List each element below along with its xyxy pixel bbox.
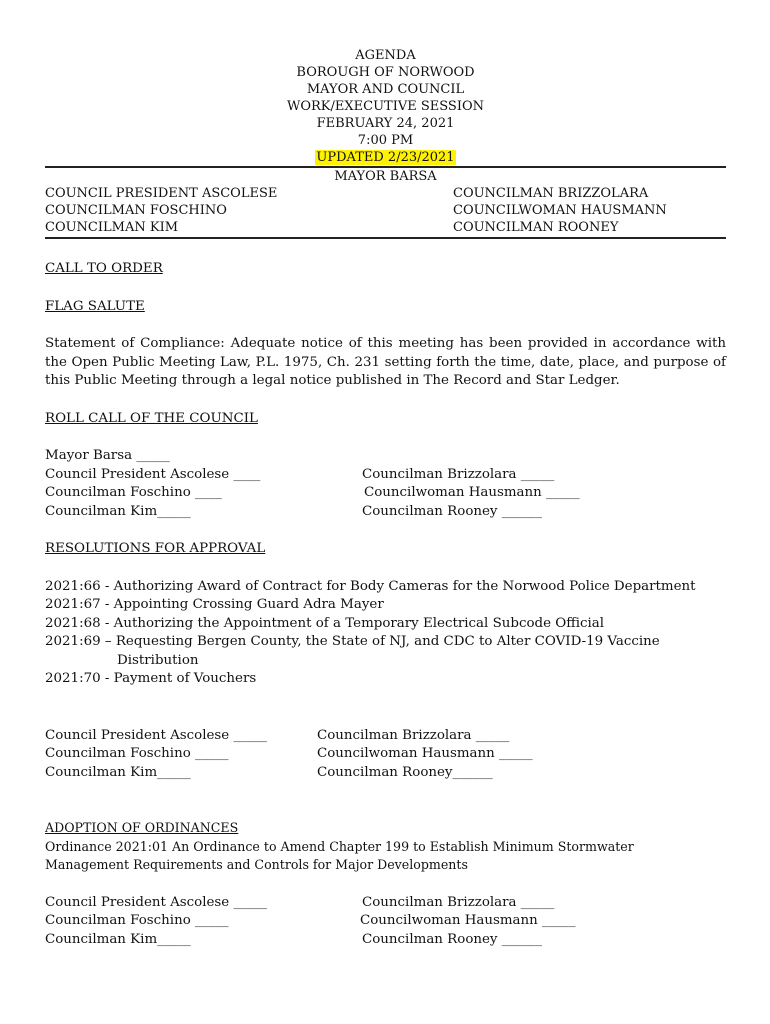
council-members xyxy=(45,185,726,236)
header-line: WORK/EXECUTIVE SESSION xyxy=(287,99,484,114)
mayor-name: MAYOR BARSA xyxy=(334,169,437,184)
resolution-item: 2021:69 – Requesting Bergen County, the State of NJ, and CDC to Alter COVID-19 Vaccine xyxy=(45,634,660,649)
roll-call-entry: Councilman Rooney ______ xyxy=(362,503,542,519)
agenda-page xyxy=(45,47,726,949)
resolutions-list xyxy=(45,578,726,689)
agenda-header xyxy=(45,47,726,166)
council-member: COUNCIL PRESIDENT ASCOLESE xyxy=(45,186,278,201)
roll-call-entry: Councilwoman Hausmann _____ xyxy=(364,485,580,500)
roll-call-mayor: Mayor Barsa _____ xyxy=(45,448,170,463)
roll-call-entry: Councilman Foschino ____ xyxy=(45,485,222,500)
header-line: MAYOR AND COUNCIL xyxy=(306,82,465,97)
ordinance-line: Ordinance 2021:01 An Ordinance to Amend Chapter 199 to Establish Minimum Stormwater xyxy=(45,838,634,854)
council-member: COUNCILMAN ROONEY xyxy=(453,220,619,235)
divider xyxy=(45,237,726,239)
roll-call-entry: Councilman Kim_____ xyxy=(45,503,191,519)
section-roll-call: ROLL CALL OF THE COUNCIL xyxy=(45,410,258,426)
resolution-item-continued: Distribution xyxy=(117,652,199,668)
vote-entry: Councilman Foschino _____ xyxy=(45,913,229,928)
roll-call-entry: Council President Ascolese ____ xyxy=(45,466,261,482)
header-line: BOROUGH OF NORWOOD xyxy=(296,65,475,80)
resolution-item: 2021:68 - Authorizing the Appointment of a Temporary Electrical Subcode Official xyxy=(45,615,605,631)
vote-entry: Councilman Kim_____ xyxy=(45,931,191,947)
vote-entry: Council President Ascolese _____ xyxy=(45,727,267,743)
statement-of-compliance: Statement of Compliance: Adequate notice of this meeting has been provided in accordance with the Open Public Meeting Law, P.L. 1975, Ch. 231 setting forth the time, date, place, and purpose of this Public Meeting through a legal notice published in The Record and Star Ledger. xyxy=(45,336,726,388)
council-member: COUNCILMAN KIM xyxy=(45,220,179,235)
vote-entry: Councilman Foschino _____ xyxy=(45,746,229,761)
roll-call-entry: Councilman Brizzolara _____ xyxy=(362,466,555,482)
resolution-item: 2021:67 - Appointing Crossing Guard Adra Mayer xyxy=(45,597,384,612)
roll-call-list xyxy=(45,466,726,522)
section-resolutions: RESOLUTIONS FOR APPROVAL xyxy=(45,541,266,556)
vote-entry: Council President Ascolese _____ xyxy=(45,894,267,910)
vote-entry: Councilman Brizzolara _____ xyxy=(317,727,510,743)
council-member: COUNCILMAN BRIZZOLARA xyxy=(453,186,649,201)
vote-entry: Councilman Rooney______ xyxy=(317,764,493,780)
section-call-to-order: CALL TO ORDER xyxy=(45,261,163,276)
vote-entry: Councilman Kim_____ xyxy=(45,764,191,780)
resolution-item: 2021:66 - Authorizing Award of Contract for Body Cameras for the Norwood Police Department xyxy=(45,578,696,594)
council-member: COUNCILMAN FOSCHINO xyxy=(45,203,227,218)
resolution-vote xyxy=(45,727,726,783)
vote-entry: Councilman Brizzolara _____ xyxy=(362,894,555,910)
updated-highlight: UPDATED 2/23/2021 xyxy=(316,150,455,165)
vote-entry: Councilwoman Hausmann _____ xyxy=(317,746,533,761)
vote-entry: Councilman Rooney ______ xyxy=(362,931,542,947)
section-flag-salute: FLAG SALUTE xyxy=(45,298,145,314)
ordinance-vote xyxy=(45,894,726,950)
ordinance-line: Management Requirements and Controls for Major Developments xyxy=(45,857,468,872)
section-ordinances: ADOPTION OF ORDINANCES xyxy=(45,820,239,835)
resolution-item: 2021:70 - Payment of Vouchers xyxy=(45,671,257,686)
vote-entry: Councilwoman Hausmann _____ xyxy=(360,913,576,928)
header-line: AGENDA xyxy=(355,48,416,63)
header-line: 7:00 PM xyxy=(357,133,414,148)
council-member: COUNCILWOMAN HAUSMANN xyxy=(453,203,667,218)
header-line: FEBRUARY 24, 2021 xyxy=(316,116,455,131)
